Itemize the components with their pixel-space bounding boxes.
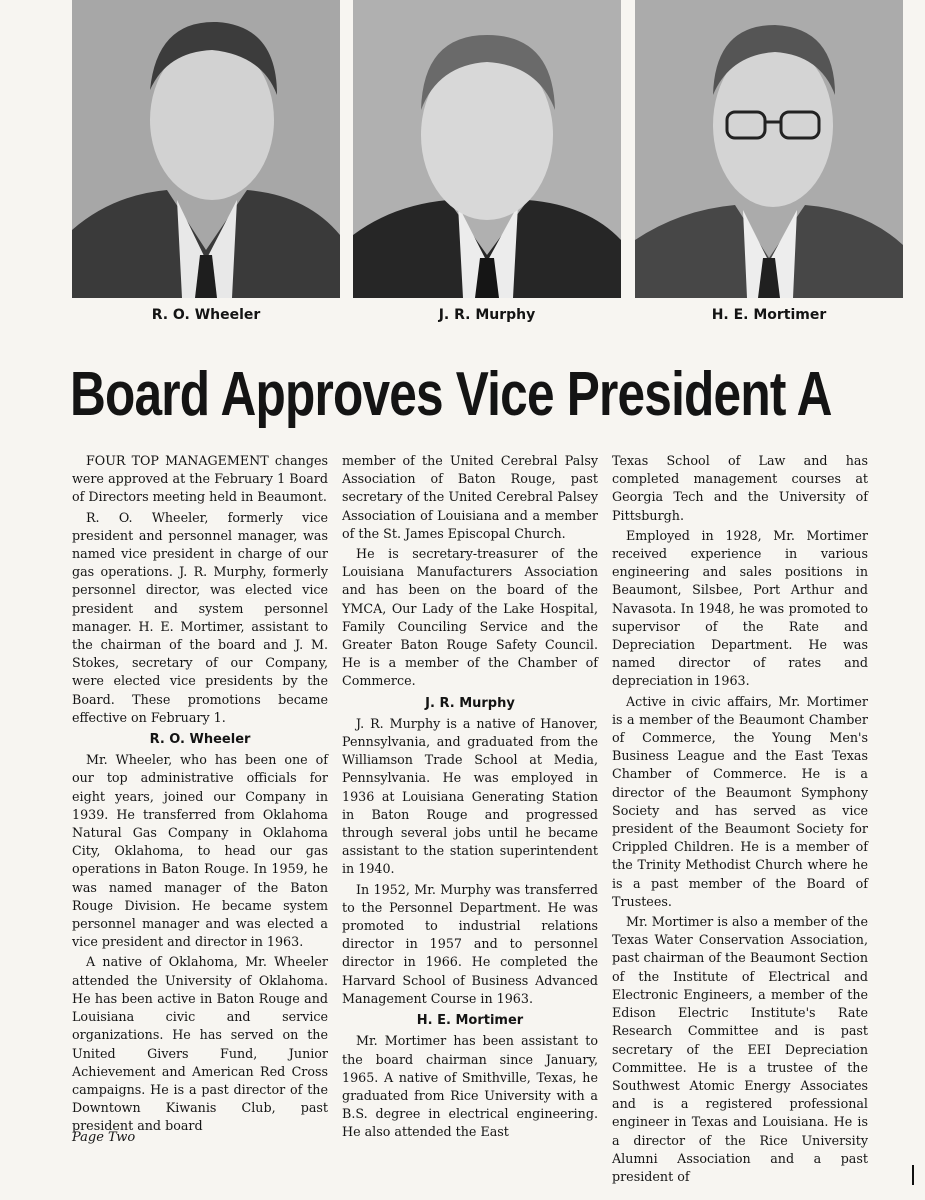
paragraph: member of the United Cerebral Palsy Association of Baton Rouge, past secretary of the United Cerebral Palsey Association of Louisiana and a member of the St. James Episcopal Church. (342, 453, 598, 541)
page-edge-mark (912, 1165, 914, 1185)
paragraph: Mr. Wheeler, who has been one of our top administrative officials for eight years, joined our Company in 1939. He transferred from Oklahoma Natural Gas Company in Oklahoma City, Oklahoma, to head our gas operations in Baton Rouge. In 1959, he was named manager of the Baton Rouge Division. He became system personnel manager and was elected a vice president and director in 1963. (72, 752, 328, 950)
paragraph: Employed in 1928, Mr. Mortimer received experience in various engineering and sales positions in Beaumont, Silsbee, Port Arthur and Navasota. In 1948, he was promoted to supervisor of the Rate and Depreciation Department. He was named director of rates and depreciation in 1963. (612, 527, 868, 689)
portrait-photo-icon (635, 0, 903, 298)
photo-caption-wheeler: R. O. Wheeler (151, 307, 261, 323)
portrait-photo-icon (72, 0, 340, 298)
paragraph: J. R. Murphy is a native of Hanover, Pennsylvania, and graduated from the Williamson Trade School at Media, Pennsylvania. He was employed in 1936 at Louisiana Generating Station in Baton Rouge and progressed through several jobs until he became assistant to the station superintendent in 1940. (342, 715, 598, 877)
section-heading-wheeler: R. O. Wheeler (149, 732, 251, 748)
article-column-2 (342, 452, 598, 1142)
article-column-1 (72, 452, 328, 1136)
portrait-photo-murphy (353, 0, 621, 298)
section-heading-murphy: J. R. Murphy (425, 695, 515, 711)
page-label: Page Two (72, 1130, 136, 1145)
portrait-photo-wheeler (72, 0, 340, 298)
photo-caption-murphy: J. R. Murphy (438, 307, 536, 323)
paragraph: Mr. Mortimer is also a member of the Texas Water Conservation Association, past chairman of the Beaumont Section of the Institute of Electrical and Electronic Engineers, a member of the Edison Electric Institute's Rate Research Committee and is past secretary of the EEI Depreciation Committee. He is a trustee of the Southwest Atomic Energy Associates and is a registered professional engineer in Texas and Louisiana. He is a director of the Rice University Alumni Association and a past president of (612, 914, 868, 1184)
paragraph: Mr. Mortimer has been assistant to the board chairman since January, 1965. A native of Smithville, Texas, he graduated from Rice University with a B.S. degree in electrical engineering. He also attended the East (342, 1033, 598, 1140)
paragraph: In 1952, Mr. Murphy was transferred to the Personnel Department. He was promoted to industrial relations director in 1957 and to personnel director in 1966. He completed the Harvard School of Business Advanced Management Course in 1963. (342, 881, 598, 1006)
photo-caption-mortimer: H. E. Mortimer (711, 307, 827, 323)
portrait-photo-mortimer (635, 0, 903, 298)
paragraph: Active in civic affairs, Mr. Mortimer is a member of the Beaumont Chamber of Commerce, the Young Men's Business League and the East Texas Chamber of Commerce. He is a director of the Beaumont Symphony Society and has served as vice president of the Beaumont Society for Crippled Children. He is a member of the Trinity Methodist Church where he is a past member of the Board of Trustees. (612, 693, 868, 909)
paragraph: He is secretary-treasurer of the Louisiana Manufacturers Association and has been on the board of the YMCA, Our Lady of the Lake Hospital, Family Counciling Service and the Greater Baton Rouge Safety Council. He is a member of the Chamber of Commerce. (342, 546, 598, 689)
article-column-3 (612, 452, 868, 1186)
paragraph: FOUR TOP MANAGEMENT changes were approved at the February 1 Board of Directors meeting held in Beaumont. (72, 453, 328, 505)
paragraph: R. O. Wheeler, formerly vice president and personnel manager, was named vice president in charge of our gas operations. J. R. Murphy, formerly personnel director, was elected vice president and system personnel manager. H. E. Mortimer, assistant to the chairman of the board and J. M. Stokes, secretary of our Company, were elected vice presidents by the Board. These promotions became effective on February 1. (72, 509, 328, 725)
paragraph: A native of Oklahoma, Mr. Wheeler attended the University of Oklahoma. He has been active in Baton Rouge and Louisiana civic and service organizations. He has served on the United Givers Fund, Junior Achievement and American Red Cross campaigns. He is a past director of the Downtown Kiwanis Club, past president and board (72, 954, 328, 1134)
headline-text: Board Approves Vice President A (70, 360, 832, 429)
paragraph: Texas School of Law and has completed management courses at Georgia Tech and the University of Pittsburgh. (612, 453, 868, 523)
headline (70, 350, 925, 440)
portrait-photo-icon (353, 0, 621, 298)
section-heading-mortimer: H. E. Mortimer (416, 1013, 524, 1029)
